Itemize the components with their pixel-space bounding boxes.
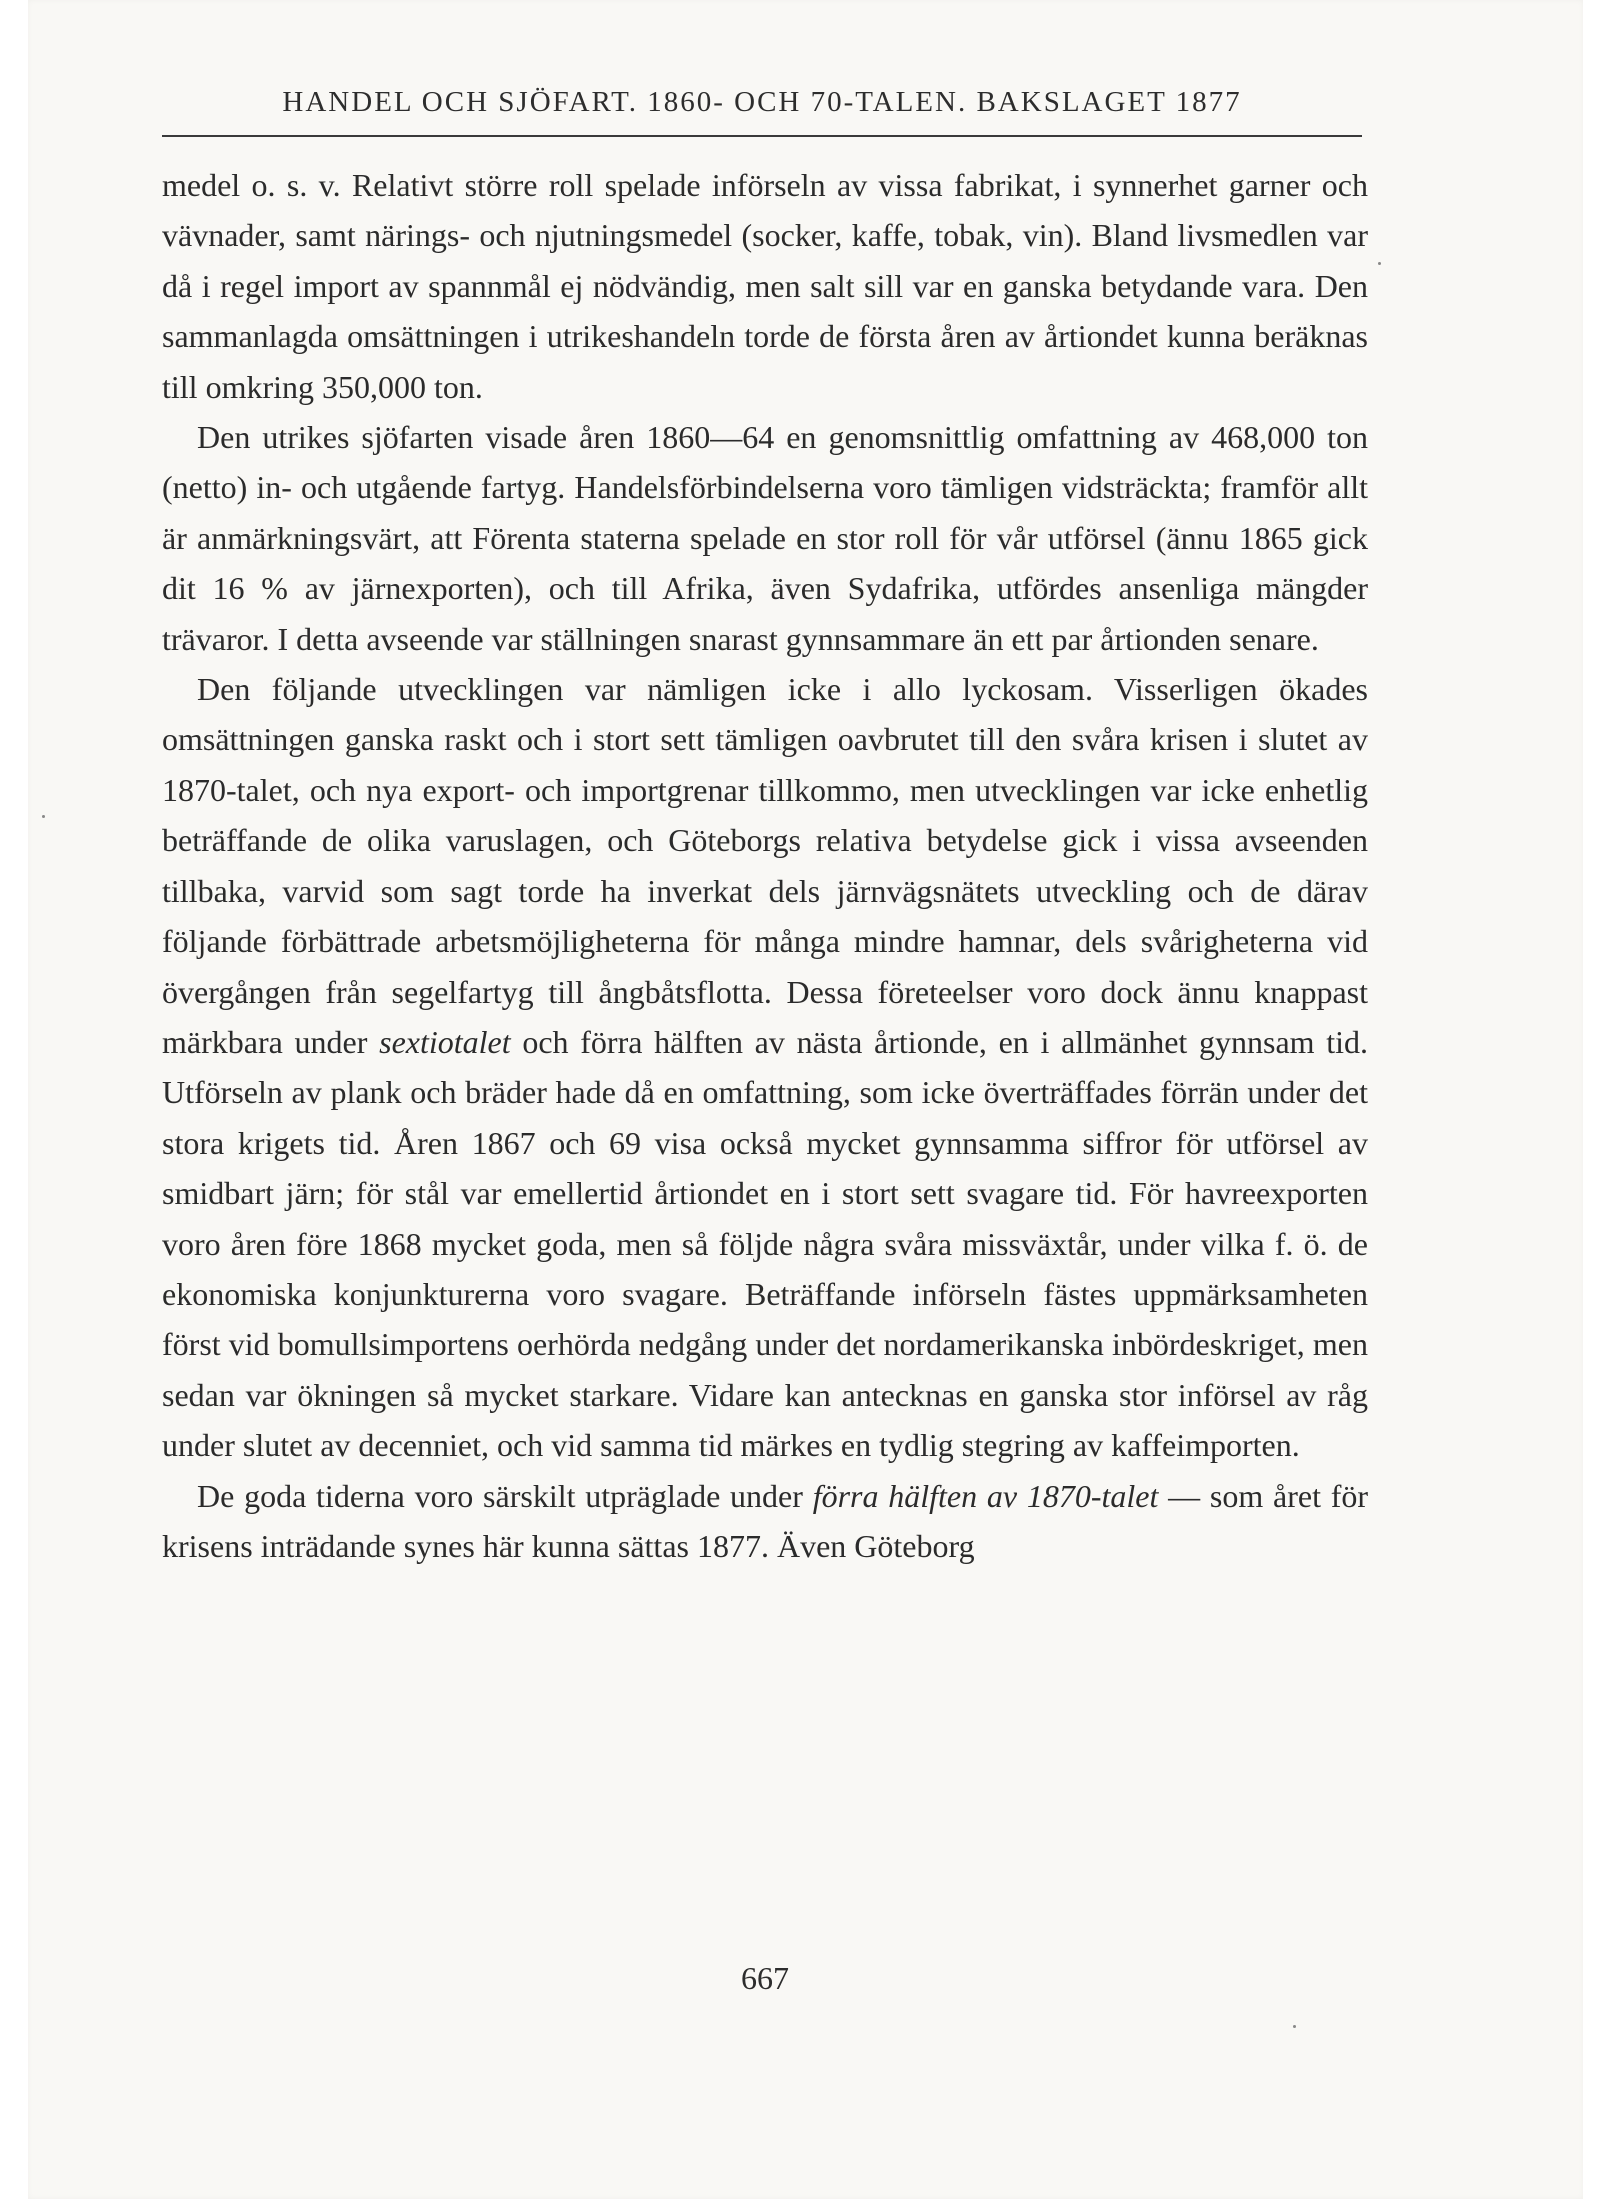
- page-number: 667: [741, 1960, 789, 1996]
- paper-speck: [1378, 262, 1381, 265]
- book-page: [28, 0, 1583, 2199]
- header-rule: [162, 135, 1362, 137]
- paper-speck: [42, 815, 45, 818]
- paragraph-2: Den utrikes sjöfarten visade åren 1860—64 en genomsnittlig omfattning av 468,000 ton (netto) in- och utgående fartyg. Handelsförbindelserna voro tämligen vidsträckta; framför allt är anmärkningsvärt, att Förenta staterna spelade en stor roll för vår utförsel (ännu 1865 gick dit 16 % av järnexporten), och till Afrika, även Sydafrika, utfördes ansenliga mängder trävaror. I detta avseende var ställningen snarast gynnsammare än ett par årtionden senare.: [162, 419, 1368, 657]
- paragraph-3-text-b: och förra hälften av nästa årtionde, en i allmänhet gynnsam tid. Utförseln av plank och bräder hade då en omfattning, som icke överträffades förrän under det stora krigets tid. Åren 1867 och 69 visa också mycket gynnsamma siffror för utförsel av smidbart järn; för stål var emellertid årtiondet en i stort sett svagare tid. För havreexporten voro åren före 1868 mycket goda, men så följde några svåra missväxtår, under vilka f. ö. de ekonomiska konjunkturerna voro svagare. Beträffande införseln fästes uppmärksamheten först vid bomullsimportens oerhörda nedgång under det nordamerikanska inbördeskriget, men sedan var ökningen så mycket starkare. Vidare kan antecknas en ganska stor införsel av råg under slutet av decenniet, och vid samma tid märkes en tydlig stegring av kaffeimporten.: [162, 1023, 1369, 1464]
- paragraph-1: medel o. s. v. Relativt större roll spelade införseln av vissa fabrikat, i synnerhet garner och vävnader, samt närings- och njutningsmedel (socker, kaffe, tobak, vin). Bland livsmedlen var då i regel import av spannmål ej nödvändig, men salt sill var en ganska betydande vara. Den sammanlagda omsättningen i utrikeshandeln torde de första åren av årtiondet kunna beräknas till omkring 350,000 ton.: [162, 167, 1368, 405]
- paragraph-4-text-a: De goda tiderna voro särskilt utpräglade under: [197, 1477, 803, 1514]
- paragraph-3-text-a: Den följande utvecklingen var nämligen icke i allo lyckosam. Visserligen ökades omsättningen ganska raskt och i stort sett tämligen oavbrutet till den svåra krisen i slutet av 1870-talet, och nya export- och importgrenar tillkommo, men utvecklingen var icke enhetlig beträffande de olika varuslagen, och Göteborgs relativa betydelse gick i vissa avseenden tillbaka, varvid som sagt torde ha inverkat dels järnvägsnätets utveckling och de därav följande förbättrade arbetsmöjligheterna för många mindre hamnar, dels svårigheterna vid övergången från segelfartyg till ångbåtsflotta. Dessa företeelser voro dock ännu knappast märkbara under: [162, 671, 1368, 1060]
- paragraph-4-italic: förra hälften av 1870-talet: [812, 1477, 1159, 1514]
- paragraph-3-italic: sextiotalet: [379, 1023, 511, 1060]
- paragraph-3: [162, 664, 1368, 1471]
- paragraph-4-text-b: — som året för krisens inträdande synes här kunna sättas 1877. Även Göteborg: [162, 1477, 1369, 1564]
- body-text: [162, 160, 1368, 1571]
- paragraph-4: [162, 1471, 1368, 1572]
- running-head: HANDEL OCH SJÖFART. 1860- OCH 70-TALEN. BAKSLAGET 1877: [282, 86, 1242, 118]
- paper-speck: [1293, 2025, 1296, 2028]
